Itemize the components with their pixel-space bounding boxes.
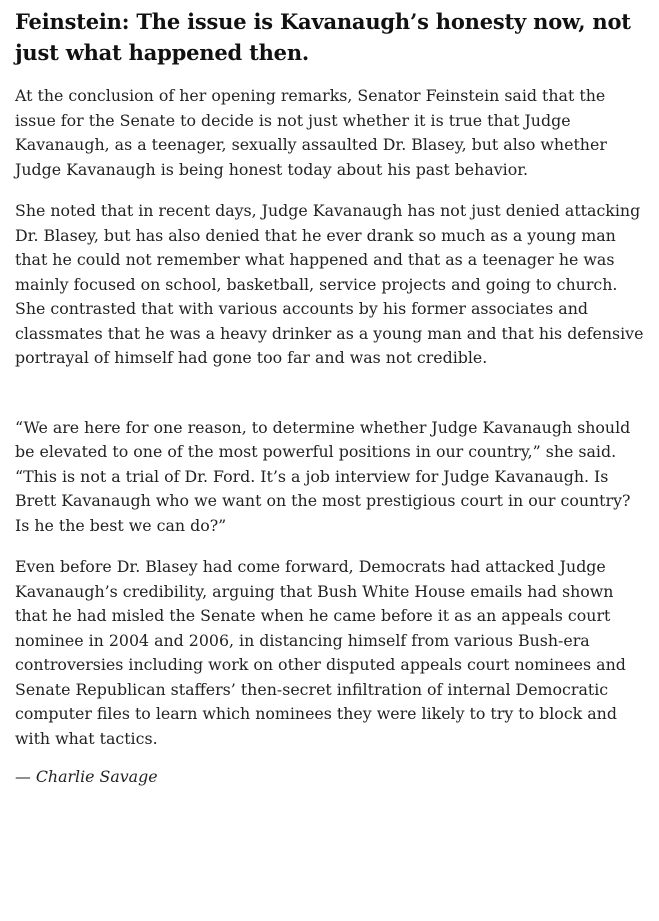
article-paragraph: At the conclusion of her opening remarks, Senator Feinstein said that the issue for the Senate to decide is not just whether it is true that Judge Kavanaugh, as a teenager, sexually assaulted Dr. Blasey, but also whether Judge Kavanaugh is being honest today about his past behavior. bbox=[15, 86, 607, 179]
article-headline: Feinstein: The issue is Kavanaugh’s honesty now, not just what happened then. bbox=[15, 9, 631, 65]
article bbox=[15, 6, 649, 789]
article-paragraph: Even before Dr. Blasey had come forward, Democrats had attacked Judge Kavanaugh’s credibility, arguing that Bush White House emails had shown that he had misled the Senate when he came before it as an appeals court nominee in 2004 and 2006, in distancing himself from various Bush-era controversies including work on other disputed appeals court nominees and Senate Republican staffers’ then-secret infiltration of internal Democratic computer files to learn which nominees they were likely to try to block and with what tactics. bbox=[15, 557, 626, 748]
article-quote-paragraph: “We are here for one reason, to determine whether Judge Kavanaugh should be elevated to one of the most powerful positions in our country,” she said. “This is not a trial of Dr. Ford. It’s a job interview for Judge Kavanaugh. Is Brett Kavanaugh who we want on the most prestigious court in our country? Is he the best we can do?” bbox=[15, 417, 631, 535]
article-paragraph: She noted that in recent days, Judge Kavanaugh has not just denied attacking Dr. Blasey, but has also denied that he ever drank so much as a young man that he could not remember what happened and that as a teenager he was mainly focused on school, basketball, service projects and going to church. She contrasted that with various accounts by his former associates and classmates that he was a heavy drinker as a young man and that his defensive portrayal of himself had gone too far and was not credible. bbox=[15, 201, 644, 367]
article-byline: — Charlie Savage bbox=[15, 767, 158, 786]
